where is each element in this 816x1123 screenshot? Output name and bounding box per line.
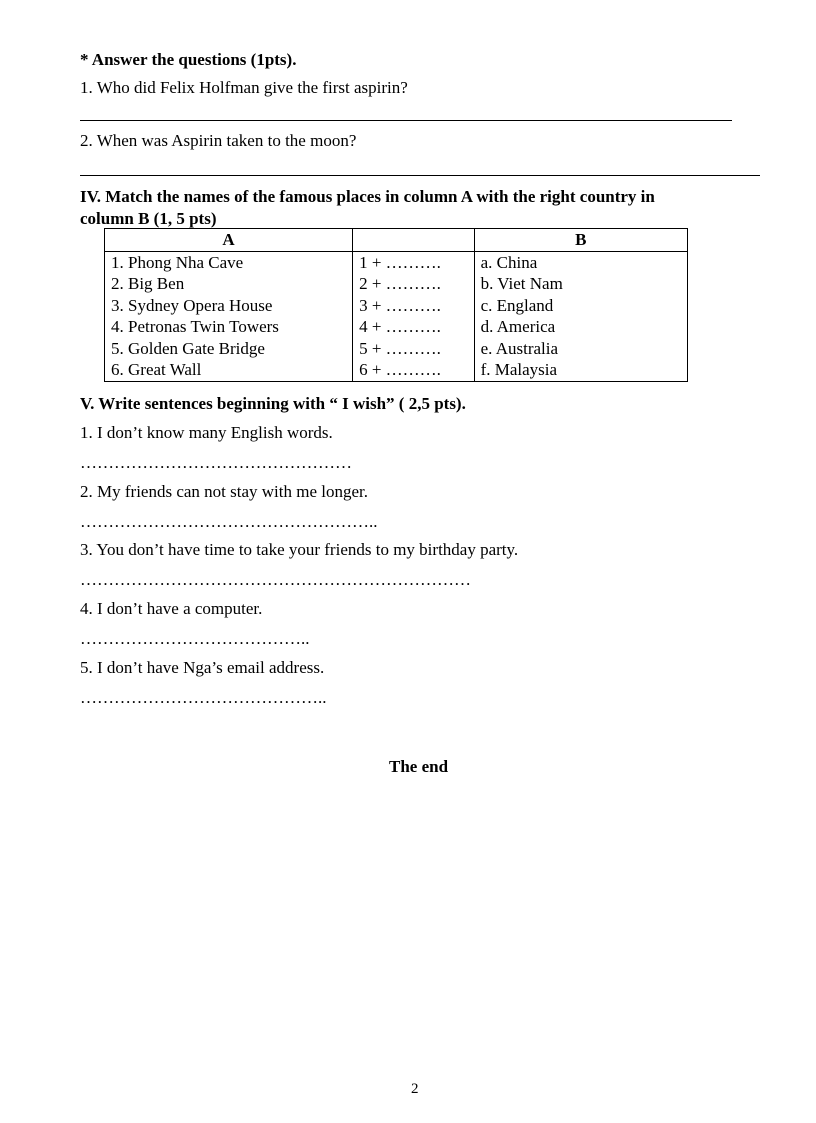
place-cell: 2. Big Ben (105, 273, 353, 295)
i-wish-heading: V. Write sentences beginning with “ I wish” ( 2,5 pts). (80, 394, 466, 413)
place-cell: 4. Petronas Twin Towers (105, 316, 353, 338)
table-row (105, 359, 688, 381)
answer-cell: 1 + ………. (353, 251, 475, 273)
answer-cell: 4 + ………. (353, 316, 475, 338)
table-row (105, 338, 688, 360)
table-row (105, 251, 688, 273)
matching-table (104, 228, 688, 382)
place-cell: 6. Great Wall (105, 359, 353, 381)
wish-question-4: 4. I don’t have a computer. (80, 599, 263, 618)
country-cell: b. Viet Nam (474, 273, 687, 295)
wish-answer-line-4: ………………………………….. (80, 629, 310, 648)
country-cell: c. England (474, 295, 687, 317)
answer-cell: 3 + ………. (353, 295, 475, 317)
wish-question-2: 2. My friends can not stay with me longer. (80, 482, 369, 501)
wish-answer-line-1: ………………………………………… (80, 453, 352, 472)
wish-question-3: 3. You don’t have time to take your friends to my birthday party. (80, 540, 519, 559)
country-cell: a. China (474, 251, 687, 273)
page-number: 2 (411, 1081, 419, 1097)
answer-questions-heading: * Answer the questions (1pts). (80, 50, 297, 69)
answer-cell: 2 + ………. (353, 273, 475, 295)
the-end-label: The end (389, 757, 449, 776)
place-cell: 1. Phong Nha Cave (105, 251, 353, 273)
place-cell: 3. Sydney Opera House (105, 295, 353, 317)
wish-answer-line-2: …………………………………………….. (80, 512, 378, 531)
wish-answer-line-5: …………………………………….. (80, 688, 327, 707)
table-row (105, 295, 688, 317)
country-cell: d. America (474, 316, 687, 338)
table-header-row (105, 229, 688, 252)
question-1: 1. Who did Felix Holfman give the first aspirin? (80, 78, 408, 97)
table-row (105, 273, 688, 295)
answer-line-2 (80, 175, 760, 176)
wish-question-1: 1. I don’t know many English words. (80, 423, 333, 442)
country-cell: f. Malaysia (474, 359, 687, 381)
match-heading-line-1: IV. Match the names of the famous places in column A with the right country in (80, 187, 655, 206)
country-cell: e. Australia (474, 338, 687, 360)
question-2: 2. When was Aspirin taken to the moon? (80, 131, 357, 150)
column-answer-header (353, 229, 475, 252)
wish-question-5: 5. I don’t have Nga’s email address. (80, 658, 325, 677)
match-heading-line-2: column B (1, 5 pts) (80, 209, 217, 228)
answer-cell: 5 + ………. (353, 338, 475, 360)
wish-answer-line-3: …………………………………………………………… (80, 570, 471, 589)
place-cell: 5. Golden Gate Bridge (105, 338, 353, 360)
table-row (105, 316, 688, 338)
answer-line-1 (80, 120, 732, 121)
answer-cell: 6 + ………. (353, 359, 475, 381)
column-a-header: A (105, 229, 353, 252)
column-b-header: B (474, 229, 687, 252)
